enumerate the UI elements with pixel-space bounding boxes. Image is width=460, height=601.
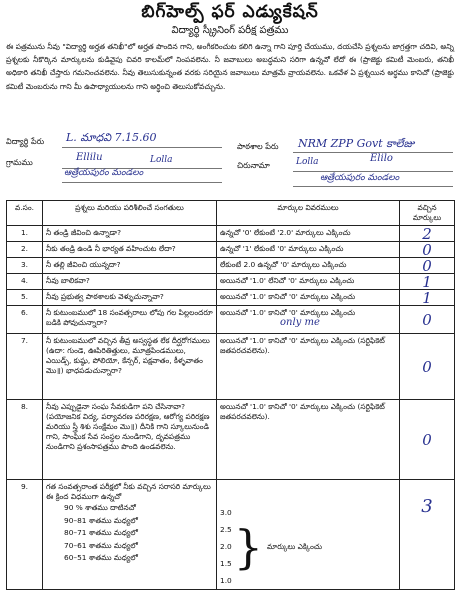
address-value-3: ఆత్రేయపురం మండలం xyxy=(320,173,400,183)
row-answer: 0 xyxy=(400,334,455,400)
table-row-grades xyxy=(7,480,455,590)
grade-marks-label: మార్కులు ఎక్కించు xyxy=(267,542,323,551)
village-value: Ellilu xyxy=(76,152,103,163)
grade-mark: 2.0 xyxy=(220,542,232,551)
form-title: బిగ్‌హెల్ప్ ఫర్ ఎడ్యుకేషన్ xyxy=(141,2,319,22)
address-value: Lolla xyxy=(296,157,319,167)
row-question: నీ తల్లి జీవించి యున్నదా? xyxy=(43,258,217,274)
village-underline-2 xyxy=(62,182,222,183)
row-answer: 1 xyxy=(400,274,455,290)
form-subtitle: విద్యార్థి స్క్రీనింగ్ పరీక్ష పత్రము xyxy=(171,25,289,36)
row-answer: 0 xyxy=(400,306,455,334)
grade-mark: 2.5 xyxy=(220,525,232,534)
table-row xyxy=(7,274,455,290)
row-number: 8. xyxy=(7,400,43,480)
table-row xyxy=(7,258,455,274)
row-answer: 0 xyxy=(400,400,455,480)
row-question: నీ కుటుంబములో వచ్చిన తీవ్ర అస్వస్థత లేక దీర్ఘరోగములు (ఉదా: గుండె, ఊపిరితిత్తులు, మూత్రపిండములు, ఎయిడ్స్, కుష్ఠు, పోలియో, కేన్సర్, పక్షవాతం, కీళ్ళవాతం మొ॥) భాధపడుచున్నారా? xyxy=(43,334,217,400)
header-serial: వ.సం. xyxy=(7,201,43,226)
row-number: 4. xyxy=(7,274,43,290)
row-question: నీ తండ్రి జీవించి ఉన్నాడా? xyxy=(43,226,217,242)
instructions-paragraph: ఈ పత్రమును నీవు "విద్యార్థి అర్హత తనిఖీ"లో అర్హత పొందిన గాని, అంగీకరించుట కలిగి ఉన్నా గాని పూర్తి చేయుము, దయచేసి ప్రశ్నలను జాగ్రత్తగా చదివి, అన్ని ప్రశ్నలకు నీకొర్కిన మార్కులను కుడివైపు చివరి కాలమ్‌లో నింపవలెను. నీ జవాబులు అబద్ధమని సరిగా ఉన్నవో లేదో ఈ (ప్రాజెక్టు కమిటీ మెంబరు, తనిఖీ అధికారి తనిఖీ చేస్తారు గమనించవలెను. నీవు తెలుసుకున్నంత వరకు సరియైన జవాబులు మాత్రమే వ్రాయవలెను. ఒకవేళ ఏ ప్రశ్నయిన అర్థము కానిచో (ప్రాజెక్టు కమిటీ మెంబరును గాని మీ ఉపాధ్యాయులను గాని అర్థించి తెలుసుకోవచ్చును. xyxy=(6,42,454,91)
address-value-2: Elilo xyxy=(370,153,393,164)
table-header-row xyxy=(7,201,455,226)
row-number: 7. xyxy=(7,334,43,400)
row-answer: 0 xyxy=(400,258,455,274)
row-number: 1. xyxy=(7,226,43,242)
table-row xyxy=(7,334,455,400)
village-value-3: ఆత్రేయపురం మండలం xyxy=(64,168,144,178)
row-marks-rule: అయినచో '1.0' కానిచో '0' మార్కులు ఎక్కించు xyxy=(217,290,400,306)
row-marks-rule: ఉన్నచో '1' లేకుంటే '0' మార్కులు ఎక్కించు xyxy=(217,242,400,258)
row-question: నీ కుటుంబములో 18 సంవత్సరాలు లోపు గల పిల్లలందరూ బడికి పోవుచున్నారా? xyxy=(43,306,217,334)
school-name-label: పాఠశాల పేరు xyxy=(237,142,279,151)
table-row xyxy=(7,400,455,480)
row-number: 6. xyxy=(7,306,43,334)
row-answer: 2 xyxy=(400,226,455,242)
row-question: నీవు బాలికవా? xyxy=(43,274,217,290)
header-question: ప్రశ్నలు మరియు పరిశీలించే సంగతులు xyxy=(43,201,217,226)
row-marks-rule-cell xyxy=(217,306,400,334)
brace-symbol: } xyxy=(233,520,264,574)
header-marks-obtained: వచ్చిన మార్కులు xyxy=(400,201,455,226)
row-marks-rule: అయినచో '1.0' కానిచో '0' మార్కులు ఎక్కించు xyxy=(220,308,356,317)
handwritten-note: only me xyxy=(280,317,320,328)
grade-question-text: గత సంవత్సరాంత పరీక్షలో నీకు వచ్చిన సరాసరి మార్కులు ఈ క్రింద విధముగా ఉన్నచో xyxy=(46,482,211,501)
row-answer: 1 xyxy=(400,290,455,306)
row-marks-rule: అయినచో '1.0' కానిచో '0' మార్కులు ఎక్కించు (సర్టిఫికెట్ జతపరచవలెను). xyxy=(217,400,400,480)
row-question: నీవు ఎప్పుడైనా సంఘ సేవకుడిగా పని చేసినావా? (పయోజనిక విద్య, పర్యావరణ పరిరక్షణ, ఆరోగ్య పరిరక్షణ మరియు స్త్రీ శిశు సంక్షేమం మొ॥) దీనికి గాని స్కూలునుండి గాని, సాంఘిక సేవ సంస్థల నుండిగాని, దృవపత్రము నుండిగాని ప్రశంసాపత్రము పొంది ఉండవలెను. xyxy=(43,400,217,480)
student-name-underline xyxy=(62,147,222,148)
row-answer: 3 xyxy=(400,480,455,590)
row-number: 5. xyxy=(7,290,43,306)
row-number: 2. xyxy=(7,242,43,258)
table-row xyxy=(7,290,455,306)
address-underline xyxy=(293,171,453,172)
grade-item: 80–71 శాతము మధ్యలో xyxy=(64,528,138,537)
grade-item: 70–61 శాతము మధ్యలో xyxy=(64,540,138,550)
table-row xyxy=(7,226,455,242)
table-row xyxy=(7,306,455,334)
row-marks-rule: అయినచో '1.0' కానిచో '0' మార్కులు ఎక్కించు (సర్టిఫికెట్ జతపరచవలెను). xyxy=(217,334,400,400)
grade-mark: 1.0 xyxy=(220,576,232,585)
address-label: చిరునామా xyxy=(237,161,270,170)
grade-mark: 1.5 xyxy=(220,559,232,568)
grade-marks-cell xyxy=(217,480,400,590)
row-marks-rule: అయినచో '1.0' లేనిచో '0' మార్కులు ఎక్కించు xyxy=(217,274,400,290)
screening-table xyxy=(6,200,455,590)
village-value-2: Lolla xyxy=(150,155,173,165)
row-answer: 0 xyxy=(400,242,455,258)
address-underline-2 xyxy=(293,186,453,187)
row-marks-rule: లేకుంటే 2.0 ఉన్నచో '0' మార్కులు ఎక్కించు xyxy=(217,258,400,274)
grade-item: 60–51 శాతము మధ్యలో xyxy=(64,553,138,562)
village-label: గ్రామము xyxy=(6,158,33,167)
row-question-grades xyxy=(43,480,217,590)
row-question: నీకు తండ్రి ఉండి నీ భార్యత వహించుట లేదా? xyxy=(43,242,217,258)
grade-item: 90 % శాతము దాటినచో xyxy=(64,503,136,512)
grade-mark: 3.0 xyxy=(220,508,232,517)
row-number: 3. xyxy=(7,258,43,274)
school-name-value: NRM ZPP Govt కాలేజు xyxy=(298,137,415,150)
header-marks-details: మార్కుల వివరములు xyxy=(217,201,400,226)
row-number: 9. xyxy=(7,480,43,590)
grade-marks-values xyxy=(220,508,232,586)
student-name-label: విద్యార్థి పేరు xyxy=(6,137,45,146)
student-name-value: L. మాధవి 7.15.60 xyxy=(66,131,157,144)
grade-item: 90–81 శాతము మధ్యలో xyxy=(64,515,138,525)
grade-list xyxy=(46,502,213,565)
grade-marks-group xyxy=(220,507,396,587)
row-question: నీవు ప్రభుత్వ పాఠశాలకు వెళ్ళుచున్నావా? xyxy=(43,290,217,306)
row-marks-rule: ఉన్నచో '0' లేకుంటే '2.0' మార్కులు ఎక్కించు xyxy=(217,226,400,242)
table-row xyxy=(7,242,455,258)
